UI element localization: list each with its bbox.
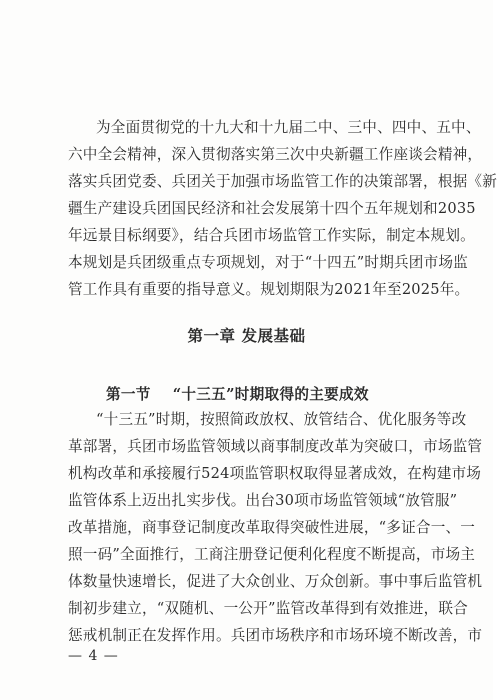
intro-line-7: 管工作具有重要的指导意义。规划期限为2021年至2025年。	[68, 281, 470, 298]
intro-line-6: 本规划是兵团级重点专项规划，对于“十四五”时期兵团市场监	[68, 254, 468, 271]
intro-line-3: 落实兵团党委、兵团关于加强市场监管工作的决策部署，根据《新	[68, 173, 497, 190]
chapter-title: 第一章 发展基础	[187, 327, 306, 345]
intro-line-1: 为全面贯彻党的十九大和十九届二中、三中、四中、五中、	[96, 119, 481, 136]
body-line-2: 革部署，兵团市场监管领域以商事制度改革为突破口，市场监管	[68, 438, 483, 455]
body-line-1: “十三五”时期，按照简政放权、放管结合、优化服务等改	[96, 411, 467, 428]
body-line-5: 改革措施，商事登记制度改革取得突破性进展，“多证合一、一	[68, 519, 476, 536]
intro-line-4: 疆生产建设兵团国民经济和社会发展第十四个五年规划和2035	[68, 200, 476, 217]
body-line-4: 监管体系上迈出扎实步伐。出台30项市场监管领域“放管服”	[68, 492, 458, 509]
body-line-7: 体数量快速增长，促进了大众创业、万众创新。事中事后监管机	[68, 573, 483, 590]
body-line-3: 机构改革和承接履行524项监管职权取得显著成效，在构建市场	[68, 465, 482, 482]
body-line-8: 制初步建立，“双随机、一公开”监管改革得到有效推进，联合	[68, 600, 468, 617]
intro-line-2: 六中全会精神，深入贯彻落实第三次中央新疆工作座谈会精神，	[68, 146, 483, 163]
section-heading	[106, 383, 369, 404]
section-title: “十三五”时期取得的主要成效	[172, 386, 369, 403]
body-line-9: 惩戒机制正在发挥作用。兵团市场秩序和市场环境不断改善，市	[68, 627, 483, 644]
page-number: — 4 —	[68, 648, 119, 664]
intro-line-5: 年远景目标纲要》，结合兵团市场监管工作实际，制定本规划。	[68, 227, 475, 244]
section-label: 第一节	[106, 386, 151, 403]
body-line-6: 照一码”全面推行，工商注册登记便利化程度不断提高，市场主	[68, 546, 476, 563]
